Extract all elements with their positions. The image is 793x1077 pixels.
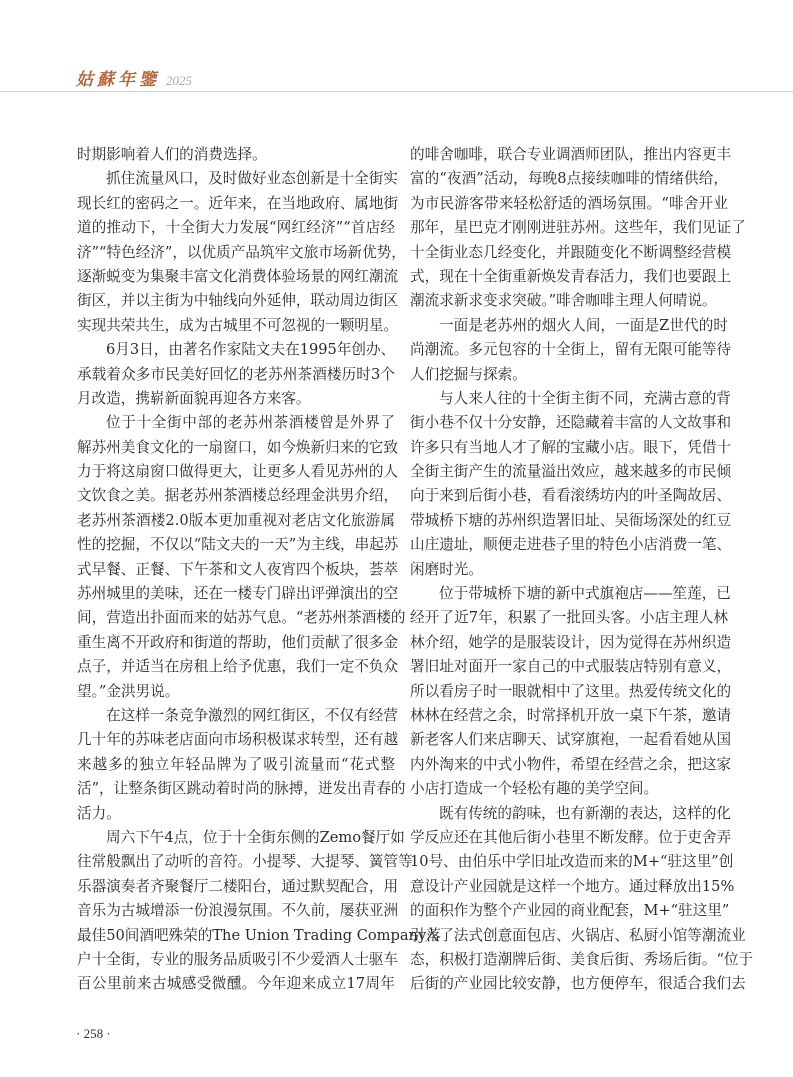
text-line: 林林在经营之余，时常择机开放一桌下午茶，邀请: [410, 706, 732, 724]
text-line: 现长红的密码之一。近年来，在当地政府、属地街: [77, 194, 399, 212]
text-line: 为市民游客带来轻松舒适的酒场氛围。“啡舍开业: [410, 194, 728, 212]
text-line: 力于将这扇窗口做得更大，让更多人看见苏州的人: [77, 463, 399, 481]
text-line: 新老客人们来店聊天、试穿旗袍，一起看看她从国: [410, 731, 732, 749]
text-line: 那年，星巴克才刚刚进驻苏州。这些年，我们见证了: [410, 219, 746, 237]
text-line: 文饮食之美。据老苏州茶酒楼总经理金洪男介绍，: [77, 487, 399, 505]
text-line: 的面积作为整个产业园的商业配套，M+“驻这里”: [410, 902, 730, 920]
text-line: 解苏州美食文化的一扇窗口，如今焕新归来的它致: [77, 438, 399, 456]
text-line: 往常般飘出了动听的音符。小提琴、大提琴、簧管等: [77, 853, 413, 871]
text-line: 内外淘来的中式小物件，希望在经营之余，把这家: [410, 755, 732, 773]
text-line: 位于带城桥下塘的新中式旗袍店——笙莲，已: [439, 585, 731, 603]
left-column: [77, 143, 441, 997]
text-line: 活”，让整条街区跳动着时尚的脉搏，迸发出青春的: [77, 780, 406, 798]
text-line: 望。”金洪男说。: [77, 682, 180, 700]
text-line: 间，营造出扑面而来的姑苏气息。“老苏州茶酒楼的: [77, 609, 406, 627]
text-line: 逐渐蜕变为集聚丰富文化消费体验场景的网红潮流: [77, 267, 399, 285]
text-line: 乐器演奏者齐聚餐厅二楼阳台，通过默契配合，用: [77, 877, 399, 895]
text-line: 后街的产业园比较安静，也方便停车，很适合我们去: [410, 975, 746, 993]
text-line: 街小巷不仅十分安静，还隐藏着丰富的人文故事和: [410, 414, 732, 432]
text-line: 署旧址对面开一家自己的中式服装店特别有意义，: [410, 658, 732, 676]
text-line: 在这样一条竞争激烈的网红街区，不仅有经营: [106, 706, 398, 724]
text-line: 来越多的独立年轻品牌为了吸引流量而“花式整: [77, 755, 395, 773]
text-line: 潮流求新求变求突破。”啡舍咖啡主理人何晴说。: [410, 292, 717, 310]
text-line: 与人来人往的十全街主街不同，充满古意的背: [439, 389, 731, 407]
text-line: 时期影响着人们的消费选择。: [77, 146, 267, 163]
text-line: 重生离不开政府和街道的帮助，他们贡献了很多金: [77, 633, 399, 651]
text-line: 意设计产业园就是这样一个地方。通过释放出15%: [410, 877, 735, 895]
text-line: 抓住流量风口，及时做好业态创新是十全街实: [106, 170, 398, 188]
text-line: 户十全街，专业的服务品质吸引不少爱酒人士驱车: [77, 950, 399, 968]
text-line: 承载着众多市民美好回忆的老苏州茶酒楼历时3个: [77, 365, 395, 383]
page-number: · 258 ·: [76, 1026, 111, 1041]
text-line: 街区，并以主街为中轴线向外延伸，联动周边街区: [77, 292, 399, 310]
running-header: [76, 68, 192, 90]
right-column: [410, 143, 754, 997]
text-line: 既有传统的韵味，也有新潮的表达，这样的化: [439, 804, 731, 822]
text-line: 音乐为古城增添一份浪漫氛围。不久前，屡获亚洲: [77, 902, 399, 920]
text-line: 人们挖掘与探索。: [410, 365, 527, 383]
text-line: 十全街业态几经变化，并跟随变化不断调整经营模: [410, 243, 732, 261]
text-line: 尚潮流。多元包容的十全街上，留有无限可能等待: [410, 341, 732, 359]
text-line: 位于十全街中部的老苏州茶酒楼曾是外界了: [106, 414, 395, 432]
text-line: 所以看房子时一眼就相中了这里。热爱传统文化的: [410, 682, 732, 700]
text-line: 向于来到后街小巷，看看滚绣坊内的叶圣陶故居、: [410, 487, 732, 505]
text-line: 全街主街产生的流量溢出效应，越来越多的市民倾: [410, 463, 732, 481]
text-line: 式早餐、正餐、下午茶和文人夜宵四个板块，荟萃: [77, 560, 399, 578]
text-line: 经开了近7年，积累了一批回头客。小店主理人林: [410, 609, 728, 627]
header-rule: [0, 91, 793, 92]
text-line: 老苏州茶酒楼2.0版本更加重视对老店文化旅游属: [77, 511, 395, 529]
text-line: 小店打造成一个轻松有趣的美学空间。: [410, 780, 659, 798]
text-line: 实现共荣共生，成为古城里不可忽视的一颗明星。: [77, 316, 399, 334]
text-line: 学反应还在其他后街小巷里不断发酵。位于吏舍弄: [410, 828, 732, 846]
text-line: 性的挖掘，不仅以“陆文夫的一天”为主线，串起苏: [77, 536, 399, 554]
text-line: 6月3日，由著名作家陆文夫在1995年创办、: [106, 341, 396, 359]
text-line: 几十年的苏味老店面向市场积极谋求转型，还有越: [77, 731, 399, 749]
text-line: 的啡舍咖啡，联合专业调酒师团队，推出内容更丰: [410, 146, 732, 163]
text-line: 许多只有当地人才了解的宝藏小店。眼下，凭借十: [410, 438, 732, 456]
text-line: 闲磨时光。: [410, 560, 483, 578]
text-line: 点子，并适当在房租上给予优惠，我们一定不负众: [77, 658, 399, 676]
text-line: 道的推动下，十全街大力发展“网红经济”“首店经: [77, 219, 395, 237]
yearbook-logo: 姑蘇年鑒: [76, 70, 160, 90]
text-line: 最佳50间酒吧殊荣的The Union Trading Company落: [77, 926, 441, 944]
text-line: 引入了法式创意面包店、火锅店、私厨小馆等潮流业: [410, 926, 746, 944]
text-line: 10号、由伯乐中学旧址改造而来的M+“驻这里”创: [410, 853, 734, 871]
header-year: 2025: [166, 73, 192, 88]
text-line: 一面是老苏州的烟火人间，一面是Z世代的时: [439, 316, 728, 334]
text-line: 月改造，携崭新面貌再迎各方来客。: [77, 389, 311, 407]
text-line: 济”“特色经济”，以优质产品筑牢文旅市场新优势，: [77, 243, 406, 261]
text-line: 式，现在十全街重新焕发青春活力，我们也要跟上: [410, 267, 732, 285]
text-line: 山庄遗址，顺便走进巷子里的特色小店消费一笔、: [410, 536, 732, 554]
text-line: 百公里前来古城感受微醺。今年迎来成立17周年: [77, 975, 395, 993]
text-line: 活力。: [77, 804, 121, 822]
text-line: 态，积极打造潮牌后街、美食后街、秀场后街。“位于: [410, 950, 754, 968]
text-line: 林介绍，她学的是服装设计，因为觉得在苏州织造: [410, 633, 732, 651]
text-line: 富的“夜酒”活动，每晚8点接续咖啡的情绪供给，: [410, 170, 728, 188]
text-line: 带城桥下塘的苏州织造署旧址、吴衙场深处的红豆: [410, 511, 732, 529]
text-line: 周六下午4点，位于十全街东侧的Zemo餐厅如: [106, 828, 405, 846]
text-line: 苏州城里的美味，还在一楼专门辟出评弹演出的空: [77, 585, 399, 603]
